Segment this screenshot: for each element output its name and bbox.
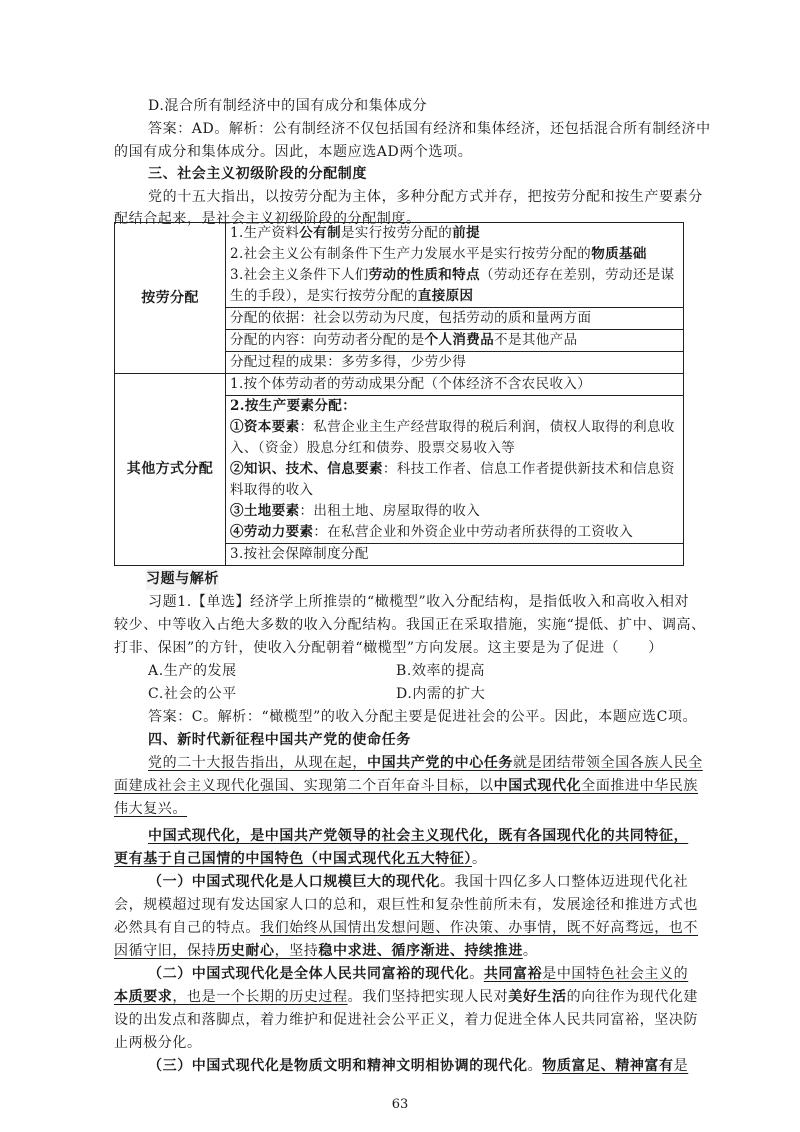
paragraph-cont: 面建成社会主义现代化强国、实现第二个百年奋斗目标，以中国式现代化全面推进中华民族: [114, 778, 699, 794]
table-cell: 分配的依据：社会以劳动为尺度，包括劳动的质和量两方面: [226, 308, 684, 330]
table-cell: 分配的内容：向劳动者分配的是个人消费品不是其他产品: [226, 330, 684, 352]
option-b: B.效率的提高: [396, 663, 485, 679]
paragraph: 党的十五大指出，以按劳分配为主体，多种分配方式并存，把按劳分配和按生产要素分: [148, 189, 703, 205]
table-cell: [226, 223, 684, 308]
exercise-heading: 习题与解析: [146, 569, 219, 590]
table-row: [115, 223, 684, 308]
answer-text: 答案：C。解析：“橄榄型”的收入分配主要是促进社会的公平。因此，本题应选C项。: [148, 709, 698, 725]
cell-line: 2.按生产要素分配：: [230, 398, 357, 414]
section-heading: 四、新时代新征程中国共产党的使命任务: [148, 732, 411, 748]
option-d-2: D.内需的扩大: [396, 686, 486, 702]
table-cell: [226, 396, 684, 544]
table-cell: 1.按个体劳动者的劳动成果分配（个体经济不含农民收入）: [226, 374, 684, 396]
paragraph-cont: 必然具有自己的特点。我们始终从国情出发想问题、作决策、办事情，既不好高骛远，也不: [114, 920, 698, 936]
paragraph-cont: 本质要求，也是一个长期的历史过程。我们坚持把实现人民对美好生活的向往作为现代化建: [114, 989, 699, 1005]
paragraph: 党的二十大报告指出，从现在起，中国共产党的中心任务就是团结带领全国各族人民全: [148, 755, 703, 771]
paragraph-cont: 会，规模超过现有发达国家人口的总和，艰巨性和复杂性前所未有，发展途径和推进方式也: [114, 897, 698, 913]
cell-line: ①资本要素：私营企业主生产经营取得的税后利润，债权人取得的利息收: [230, 419, 675, 435]
cell-line: 3.社会主义条件下人们劳动的性质和特点（劳动还存在差别，劳动还是谋: [230, 267, 675, 283]
option-c: C.社会的公平: [148, 686, 237, 702]
table-row: [115, 374, 684, 396]
category-cell: [115, 374, 226, 566]
paragraph-cont: 止两极分化。: [114, 1035, 202, 1051]
paragraph-bold: 中国式现代化，是中国共产党领导的社会主义现代化，既有各国现代化的共同特征，: [148, 828, 689, 844]
category-cell: [115, 223, 226, 374]
page-number: 63: [391, 1097, 409, 1112]
cell-line: 料取得的收入: [230, 482, 314, 498]
question-text-cont: 较少、中等收入占绝大多数的收入分配结构。我国正在采取措施，实施“提低、扩中、调高、: [114, 617, 706, 633]
option-d: D.混合所有制经济中的国有成分和集体成分: [148, 98, 428, 114]
paragraph-cont: 伟大复兴。: [114, 801, 187, 817]
paragraph: （三）中国式现代化是物质文明和精神文明相协调的现代化。物质富足、精神富有是: [148, 1058, 689, 1074]
answer-text: 答案：AD。解析：公有制经济不仅包括国有经济和集体经济，还包括混合所有制经济中: [148, 121, 711, 137]
paragraph: （一）中国式现代化是人口规模巨大的现代化。我国十四亿多人口整体迈进现代化社: [148, 874, 689, 890]
paragraph-bold-cont: 更有基于自己国情的中国特色（中国式现代化五大特征）。: [114, 851, 487, 867]
category-label: 其他方式分配: [126, 461, 214, 477]
cell-line: ④劳动力要素：在私营企业和外资企业中劳动者所获得的工资收入: [230, 524, 634, 540]
section-heading: 三、社会主义初级阶段的分配制度: [148, 166, 367, 182]
option-a: A.生产的发展: [148, 663, 237, 679]
cell-line: 2.社会主义公有制条件下生产力发展水平是实行按劳分配的物质基础: [230, 246, 647, 262]
question-text-cont: 打非、保困”的方针，使收入分配朝着“橄榄型”方向发展。这主要是为了促进（ ）: [114, 640, 663, 656]
paragraph-cont: 设的出发点和落脚点，着力维护和促进社会公平正义，着力促进全体人民共同富裕，坚决防: [114, 1012, 698, 1028]
cell-line: 生的手段），是实行按劳分配的直接原因: [230, 288, 474, 304]
cell-line: ③土地要素：出租土地、房屋取得的收入: [230, 503, 481, 519]
cell-line: ②知识、技术、信息要素：科技工作者、信息工作者提供新技术和信息资: [230, 461, 675, 477]
question-text: 习题1.【单选】经济学上所推崇的“橄榄型”收入分配结构，是指低收入和高收入相对: [148, 594, 690, 610]
table-cell: 分配过程的成果：多劳多得，少劳少得: [226, 352, 684, 374]
table-cell: 3.按社会保障制度分配: [226, 544, 684, 566]
cell-line: 入、（资金）股息分红和债券、股票交易收入等: [230, 440, 516, 456]
paragraph-cont: 因循守旧，保持历史耐心，坚持稳中求进、循序渐进、持续推进。: [114, 943, 538, 959]
paragraph-cont: 配结合起来，是社会主义初级阶段的分配制度。: [114, 211, 421, 227]
answer-text-cont: 的国有成分和集体成分。因此，本题应选AD两个选项。: [114, 144, 473, 160]
paragraph: （二）中国式现代化是全体人民共同富裕的现代化。共同富裕是中国特色社会主义的: [148, 966, 689, 982]
category-label: 按劳分配: [141, 289, 199, 306]
cell-line: 1.生产资料公有制是实行按劳分配的前提: [230, 225, 480, 241]
distribution-table: [114, 222, 684, 566]
